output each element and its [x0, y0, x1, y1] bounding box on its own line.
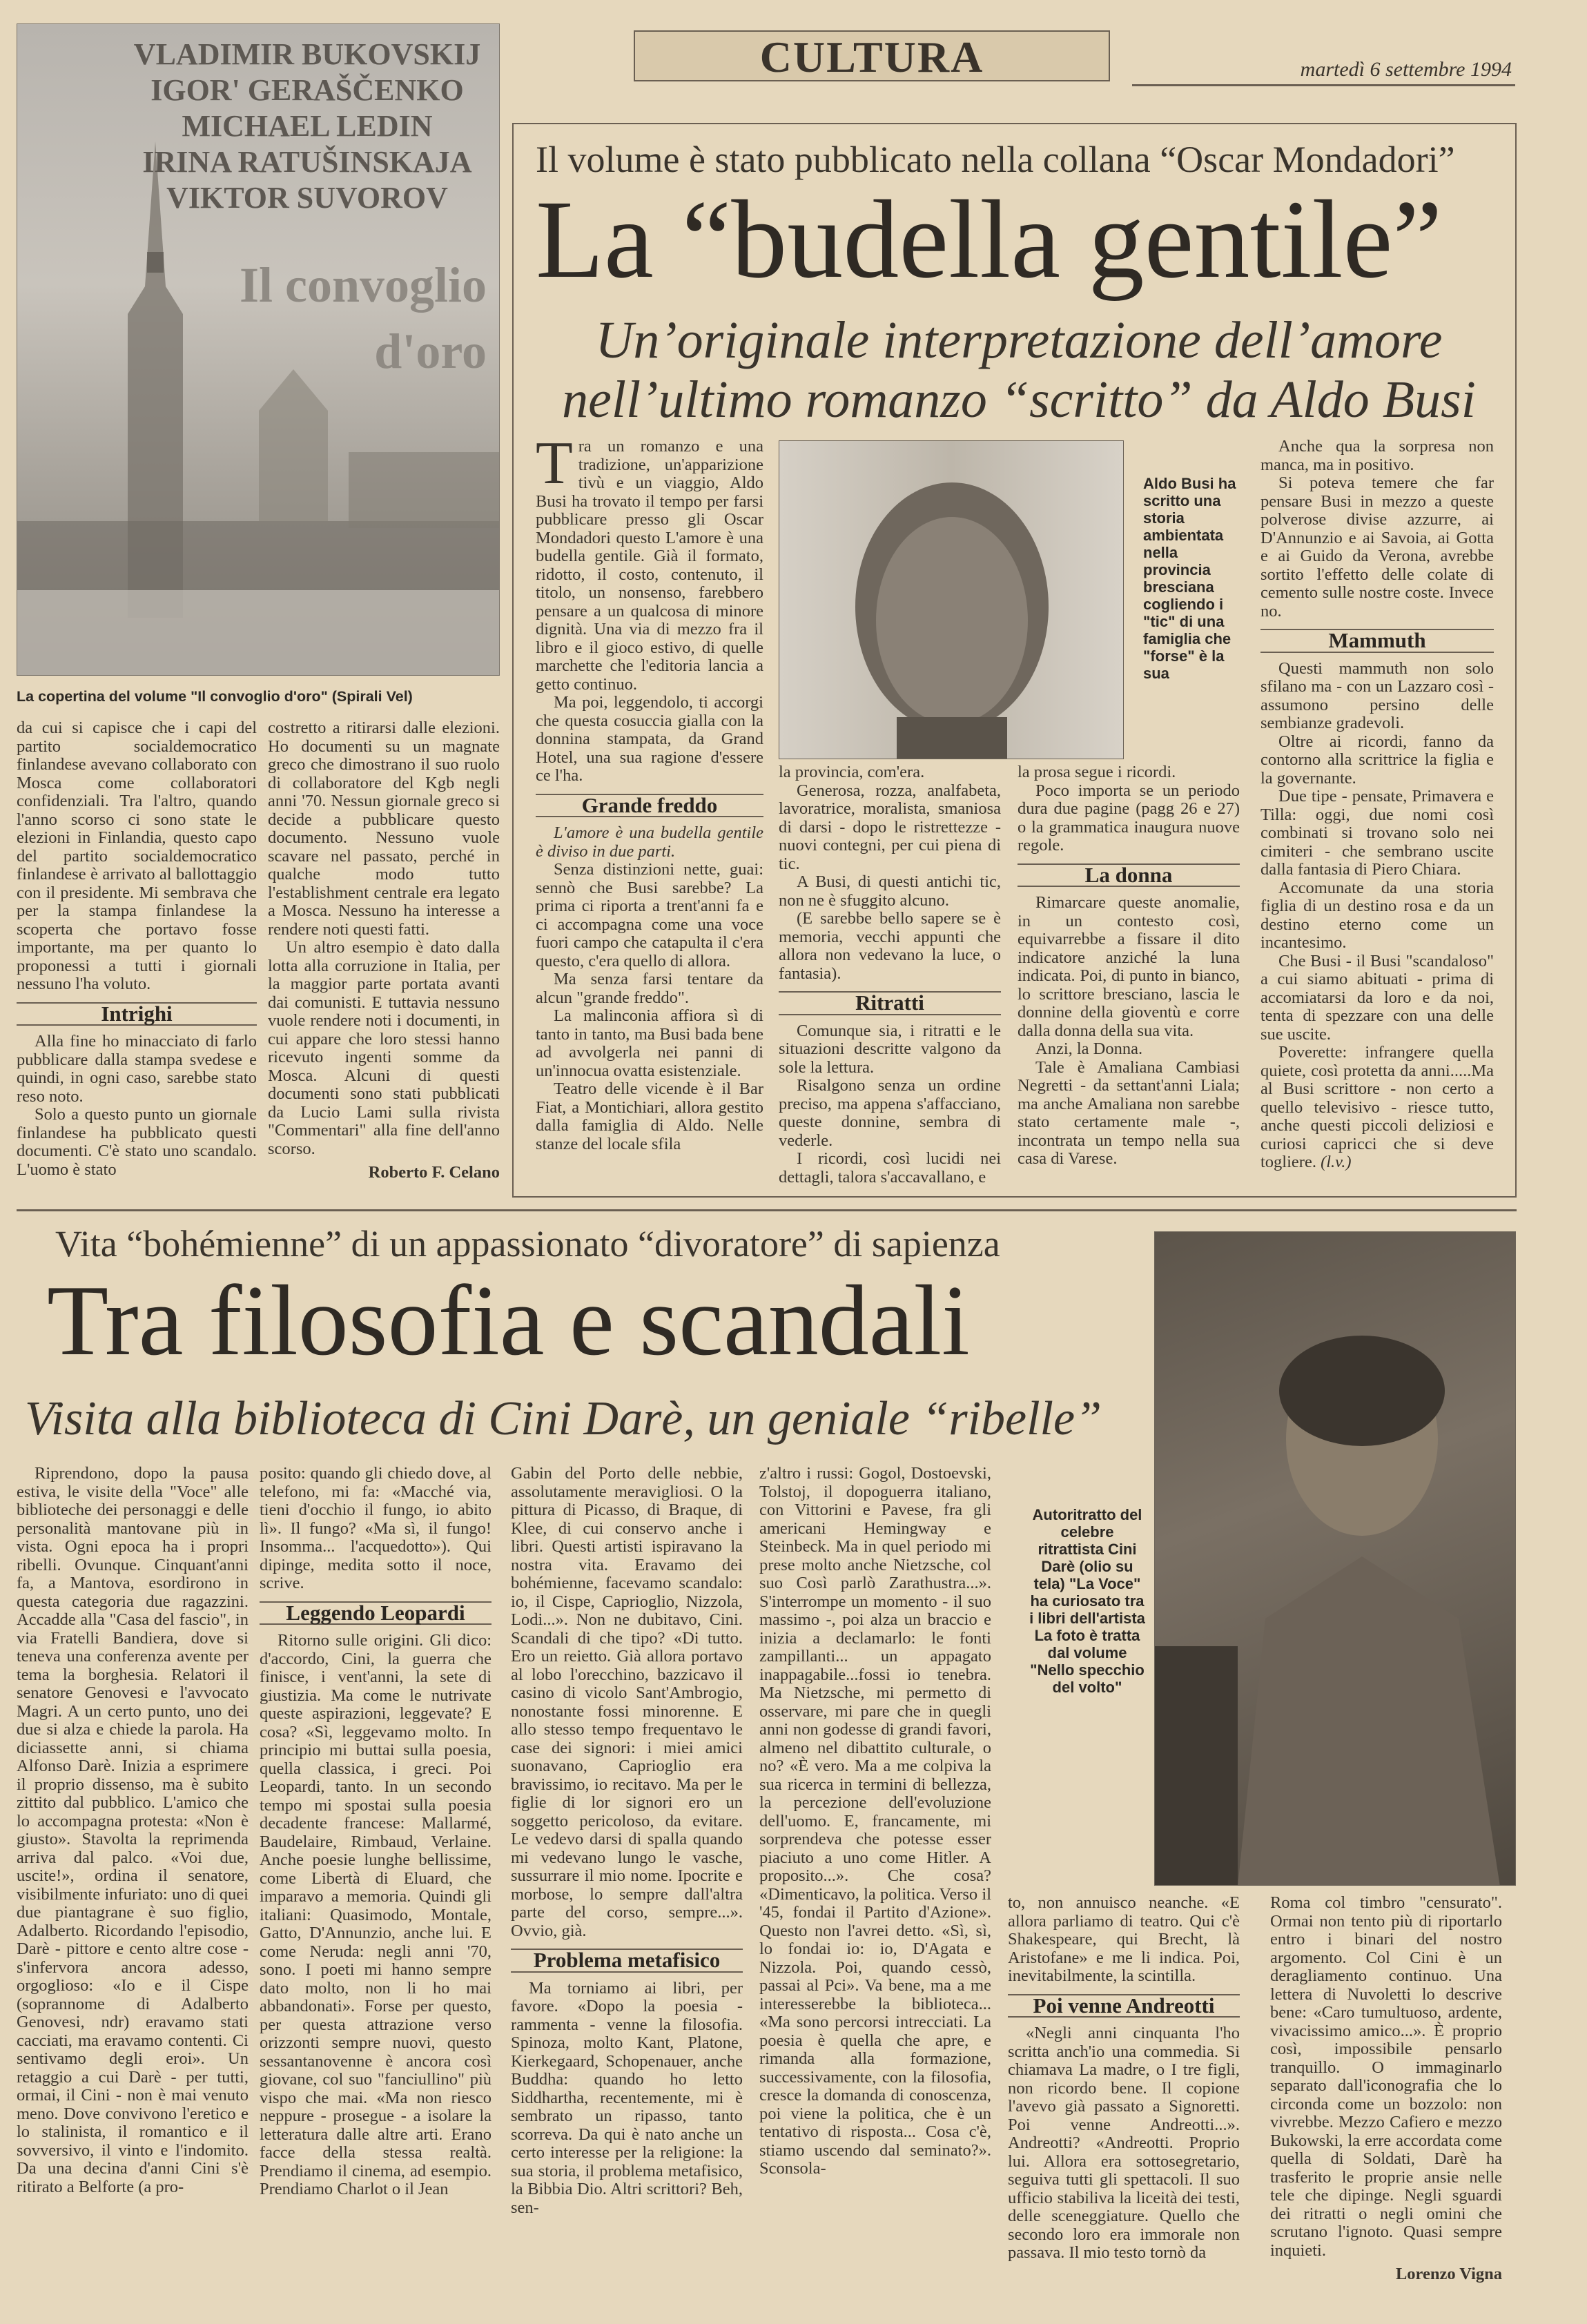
bottom-subhead: Visita alla biblioteca di Cini Darè, un geniale “ribelle” [25, 1392, 1102, 1445]
paragraph [536, 430, 763, 694]
cover-author: MICHAEL LEDIN [182, 109, 433, 143]
paragraph: Due tipe - pensate, Primavera e Tilla: oggi, due nomi così combinati si trovano solo nei cimiteri - che sembrano uscite dalla fantasia di Piero Chiara. [1260, 787, 1494, 879]
subheading-problema-metafisico: Problema metafisico [511, 1949, 743, 1973]
book-cover-image [17, 23, 500, 676]
cini-dare-photo-caption: Autoritratto del celebre ritrattista Cini Darè (olio su tela) "La Voce" ha curiosato tra i libri dell'artista La foto è tratta dal volume "Nello specchio del volto" [1029, 1506, 1145, 1696]
paragraph: da cui si capisce che i capi del partito socialdemocratico finlandese avevano collaborato con Mosca come collaboratori confidenziali. Tra l'altro, quando l'anno scorso ci sono state le elezioni in Finlandia, questo capo del partito socialdemocratico finlandese è arrivato al ballottaggio con il presidente. Mi sembrava che per la stampa finlandese la scoperta che portavo fosse importante, ma per quanto lo proponessi a tutti i giornali nessuno l'ha voluto. [17, 719, 257, 993]
top-subhead [536, 311, 1502, 429]
paragraph: La malinconia affiora sì di tanto in tanto, ma Busi bada bene ad avvolgerla nei panni di un'innocua ovatta esistenziale. [536, 1006, 763, 1080]
top-article-column-3 [1018, 763, 1240, 1169]
paragraph: Ma poi, leggendolo, ti accorgi che questa cosuccia gialla con la donnina stampata, da Grand Hotel, una sua ragione d'essere ce l'ha. [536, 693, 763, 785]
subheading-intrighi: Intrighi [17, 1002, 257, 1026]
top-headline: La “budella gentile” [536, 178, 1443, 302]
paragraph: A Busi, di questi antichi tic, non ne è sfuggito alcuno. [779, 872, 1001, 910]
cover-author: VIKTOR SUVOROV [166, 181, 448, 215]
cover-authors [121, 37, 494, 216]
paragraph: la provincia, com'era. [779, 763, 925, 781]
bottom-article-column-3 [511, 1465, 743, 2217]
header-rule [1132, 84, 1515, 86]
top-subhead-line: Un’originale interpretazione dell’amore [595, 311, 1443, 369]
paragraph: Ma torniamo ai libri, per favore. «Dopo la poesia - rammenta - venne la filosofia. Spinoza, molto Kant, Platone, Kierkegaard, Schopenauer, anche Buddha: quando ho letto Siddhartha, recentemente, mi è sembrato un ripasso, tanto scorreva. Da qui è nato anche un certo interesse per la religione: la sua storia, il problema metafisico, la Bibbia Dio. Altri scrittori? Beh, sen- [511, 1978, 743, 2217]
section-title: CULTURA [759, 32, 984, 81]
drop-cap: T [536, 430, 573, 497]
book-cover-caption: La copertina del volume "Il convoglio d'oro" (Spirali Vel) [17, 688, 413, 705]
cover-title-line: Il convoglio [239, 257, 487, 313]
paragraph: Comunque sia, i ritratti e le situazioni descritte valgono da sole la lettura. [779, 1021, 1001, 1077]
byline: Roberto F. Celano [368, 1163, 500, 1182]
paragraph-text: Poverette: infrangere quella quiete, così protetta da anni.....Ma al Busi scrittore - non certo a quello televisivo - riesce tutto, anche questi piccoli deliziosi e curiosi capricci che si deve togliere. [1260, 1043, 1494, 1171]
cini-dare-self-portrait [1154, 1231, 1516, 1886]
subheading-la-donna: La donna [1018, 863, 1240, 888]
page-date: martedì 6 settembre 1994 [1300, 58, 1512, 81]
paragraph: Teatro delle vicende è il Bar Fiat, a Montichiari, allora gestito dalla famiglia di Aldo. Nelle stanze del locale sfila [536, 1080, 763, 1153]
bottom-article-rule [17, 1209, 1517, 1211]
paragraph: Anche qua la sorpresa non manca, ma in positivo. [1260, 437, 1494, 474]
paragraph: Risalgono senza un ordine preciso, ma appena s'affacciano, queste donnine, sembra di vederle. [779, 1076, 1001, 1150]
paragraph: «Negli anni cinquanta l'ho scritta anch'io una commedia. Si chiamava La madre, o I tre figli, non ricordo bene. Il copione l'avevo già passato a Signoretti. Poi venne Andreotti...». Andreotti? «Andreotti. Proprio lui. Allora era sottosegretario, seguiva tutti gli spettacoli. Il suo ufficio stabiliva la liceità dei testi, delle sceneggiature. Quello che secondo loro era immorale non passava. Il mio testo tornò da [1008, 2024, 1240, 2262]
paragraph: Ma senza farsi tentare da alcun "grande freddo". [536, 970, 763, 1007]
portrait-illustration [779, 441, 1124, 759]
paragraph: Senza distinzioni nette, guai: sennò che Busi sarebbe? La prima ci riporta a trent'anni fa e ci accompagna come una voce fuori campo che catapulta il c'era questo, c'era quello di allora. [536, 860, 763, 970]
cover-author: VLADIMIR BUKOVSKIJ [133, 37, 481, 71]
paragraph: Generosa, rozza, analfabeta, lavoratrice, moralista, smaniosa di darsi - dopo le ristrettezze - nuovi contegni, per cui piena di tic. [779, 781, 1001, 873]
aldo-busi-photo [779, 440, 1124, 759]
paragraph: Rimarcare queste anomalie, in un contesto così, equivarrebbe a fissare il dito indicatore anziché la luna indicata. Poi, di punto in bianco, lo scrittore bresciano, lascia le donnine della gioventù e corre dalla donna della sua vita. [1018, 893, 1240, 1040]
aldo-busi-photo-caption: Aldo Busi ha scritto una storia ambientata nella provincia bresciana cogliendo i "tic" di una famiglia che "forse" è la sua [1143, 475, 1236, 682]
top-article-column-1 [536, 430, 763, 1153]
bottom-article-column-6 [1270, 1894, 1502, 2284]
top-article-column-4 [1260, 438, 1494, 1172]
left-article-column-2 [268, 719, 500, 1182]
paragraph [1260, 1044, 1494, 1172]
paragraph: Anzi, la Donna. [1035, 1039, 1143, 1058]
paragraph: I ricordi, così lucidi nei dettagli, talora s'accavallano, e [779, 1149, 1001, 1187]
paragraph: Si poteva temere che far pensare Busi in mezzo a queste polverose divise azzurre, ai D'Annunzio e ai Savoia, ai Gotta e ai Guido da Verona, avrebbe sortito l'effetto delle colate di cemento sulle nostre coste. Invece no. [1260, 473, 1494, 621]
paragraph: z'altro i russi: Gogol, Dostoevski, Tolstoj, il dopoguerra italiano, con Vittorini e Pavese, fra gli americani Hemingway e Steinbeck. Ma in quel periodo mi prese molto anche Nietzsche, col suo Così parlò Zarathustra...». S'interrompe un momento - il suo massimo -, poi alza un braccio e inizia a declamarlo: le fonti zampillanti... un appagato inappagabile...fossi io tenebra. Ma Nietzsche, mi permetto di osservare, mi pare che in quegli anni non godesse di grandi favori, almeno nel dibattito culturale, o no? «È vero. Ma a me colpiva la sua ricerca in termini di bellezza, la percezione dell'evoluzione dell'uomo. E, francamente, mi sorprendeva che potesse esser piaciuto a uno come Hitler. A proposito...». Che cosa? «Dimenticavo, la politica. Verso il '45, fondai il Partito d'Azione». Questo non l'avrei detto. «Sì, sì, lo fondai io: io, D'Agata e Nizzola. Poi, quando cessò, passai al Pci». Va bene, ma a me interesserebbe la biblioteca... «Ma sono percorsi intrecciati. La poesia è quella che apre, e rimanda alla formazione, successivamente, con la filosofia, cresce la domanda di conoscenza, poi viene la politica, che è un tentativo di risposta... Cosa c'è, stiamo uscendo dal seminato?». Sconsola- [759, 1464, 991, 2178]
paragraph: Riprendono, dopo la pausa estiva, le visite della "Voce" alle biblioteche dei personaggi e delle personalità mantovane più in vista. Ogni epoca ha i propri ribelli. Ovunque. Cinquant'anni fa, a Mantova, esordirono in questa categoria due ragazzini. Accadde alla "Casa del fascio", in via Fratelli Bandiera, dove si teneva una conferenza avente per tema la borghesia. Relatori il senatore Genovesi e l'avvocato Magri. A un certo punto, uno dei due si alza e chiede la parola. Ha diciassette anni, si chiama Alfonso Darè. Inizia a esprimere il proprio dissenso, ma è subito zittito dal pubblico. L'amico che lo accompagna protesta: «Non è giusto». Stavolta la reprimenda arriva dal palco. «Voi due, uscite!», ordina il senatore, visibilmente infuriato: uno di quei due piantagrane è suo figlio, Adalberto. Ricordando l'episodio, Darè - pittore e cento altre cose - s'infervora ancora adesso, orgoglioso: «Io e il Cispe (soprannome di Adalberto Genovesi, ndr) eravamo stati cacciati, ma eravamo contenti. Ci sentivamo degli eroi». Un retaggio a cui Darè - per tutti, ormai, il Cini - non è mai venuto meno. Dove convivono l'eretico e lo stalinista, il romantico e il sovversivo, il vinto e l'indomito. Da una decina d'anni Cini s'è ritirato a Belforte (a pro- [17, 1464, 249, 2196]
subheading-grande-freddo: Grande freddo [536, 794, 763, 818]
paragraph: costretto a ritirarsi dalle elezioni. Ho documenti su un magnate greco che dimostrano il suo ruolo di collaboratore del Kgb negli anni '70. Nessun giornale greco si decide a pubblicare questo documento. Nessuno vuole scavare nel passato, perché in qualche modo tutto l'establishment centrale era legato a Mosca. Nessuno ha interesse a rendere noti questi fatti. [268, 719, 500, 939]
paragraph: Gabin del Porto delle nebbie, assolutamente meravigliosi. O la pittura di Picasso, di Braque, di Klee, di cui conservo anche i libri. Questi artisti ispiravano la nostra vita. Eravamo dei bohémienne, facevamo scandalo: io, il Cispe, Caprioglio, Nizzola, Lodi...». Non ne dubitavo, Cini. Scandali di che tipo? «Di tutto. Ero un reietto. Già allora portavo al lobo l'orecchino, bazzicavo il casino di vicolo Sant'Ambrogio, nonostante fossi minorenne. E allo stesso tempo frequentavo le case dei signori: i miei amici suonavano, Caprioglio era bravissimo, io recitavo. Ma per le figlie di lor signori ero un soggetto pericoloso, da evitare. Le vedevo darsi di spalla quando mi vedevano lungo le vasche, sussurrare il mio nome. Ipocrite e morbose, lo sempre dall'altra parte del corso, sempre...». Ovvio, già. [511, 1464, 743, 1940]
top-article-column-2 [779, 763, 1001, 1187]
paragraph: la prosa segue i ricordi. [1018, 763, 1176, 781]
paragraph: L'amore è una budella gentile è diviso in due parti. [536, 823, 763, 861]
paragraph: Roma col timbro "censurato". Ormai non tento più di riportarlo entro i binari del nostro argomento. Col Cini è un deragliamento continuo. Una lettera di Nuvoletti lo descrive bene: «Caro tumultuoso, ardente, vivacissimo amico...». È proprio così, impossibile pensarlo tranquillo. O immaginarlo separato dall'iconografia che lo circonda come un bozzolo: non vivrebbe. Mezzo Cafiero e mezzo Bukowski, la erre accordata come quella di Soldati, Darè ha trasferito le proprie ansie nelle tele che dipinge. Negli sguardi dei ritratti o negli omini che scrutano l'ignoto. Quasi sempre inquieti. [1270, 1893, 1502, 2260]
bottom-headline: Tra filosofia e scandali [47, 1264, 970, 1376]
cover-title-line: d'oro [374, 324, 487, 379]
top-subhead-line: nell’ultimo romanzo “scritto” da Aldo Busi [562, 371, 1476, 429]
paragraph: Un altro esempio è dato dalla lotta alla corruzione in Italia, per la maggior parte portata avanti dai comunisti. E tuttavia nessuno vuole rendere noti i documenti, in cui appare che loro stessi hanno ricevuto ingenti somme da Mosca. Alcuni di questi documenti sono stati pubblicati da Lucio Lami sulla rivista "Commentari" alla fine dell'anno scorso. [268, 938, 500, 1158]
paragraph: posito: quando gli chiedo dove, al telefono, mi fa: «Macché via, tieni d'occhio il fungo, io abito lì». Il fungo? «Ma sì, il fungo! Insomma... l'acquedotto»). Qui dipinge, medita sotto il noce, scrive. [260, 1464, 491, 1592]
bottom-article-column-5 [1008, 1894, 1240, 2263]
paragraph: Che Busi - il Busi "scandaloso" a cui siamo abituati - prima di accomiatarsi da loro e da noi, tenta di spezzare con una delle sue uscite. [1260, 951, 1494, 1044]
paragraph: Solo a questo punto un giornale finlandese ha pubblicato questi documenti. C'è stato uno scandalo. L'uomo è stato [17, 1105, 257, 1179]
painting-illustration [1155, 1232, 1516, 1886]
paragraph-text: ra un romanzo e una tradizione, un'apparizione tivù e un viaggio, Aldo Busi ha trovato il tempo per farsi pubblicare presso gli Oscar Mondadori questo L'amore è una budella gentile. Già il formato, ridotto, il costo, contenuto, il titolo, un nonsenso, farebbero pensare a un qualcosa di minore dignità. Una via di mezzo fra il libro e il gioco estivo, di quelle marchette che l'editoria lancia a getto continuo. [536, 437, 763, 694]
left-article-column-1 [17, 719, 257, 1179]
paragraph: Ritorno sulle origini. Gli dico: d'accordo, Cini, la guerra che finisce, i vent'anni, la sete di giustizia. Ma come le nutrivate queste aspirazioni, leggevate? E cosa? «Sì, leggevamo molto. In principio mi buttai sulla poesia, quella classica, i greci. Poi Leopardi, tanto. In un secondo tempo mi spostai sulla poesia decadente francese: Mallarmé, Baudelaire, Rimbaud, Verlaine. Anche poesie lunghe bellissime, come Libertà di Eluard, che imparavo a memoria. Quindi gli italiani: Quasimodo, Montale, Gatto, D'Annunzio, anche lui. E come Neruda: negli anni '70, sono. I poeti mi hanno sempre dato molto, non li ho mai abbandonati». Forse per questo, per questa attrazione verso orizzonti sempre nuovi, questo sessantanovenne è ancora così giovane, col suo "fanciullino" più vispo che mai. «Ma non riesco neppure - prosegue - a isolare la letteratura dalle altre arti. Erano facce della stessa realtà. Prendiamo il cinema, ad esempio. Prendiamo Charlot o il Jean [260, 1631, 491, 2198]
paragraph: (E sarebbe bello sapere se è memoria, vecchi appunti che allora non vedevano la luce, o fantasia). [779, 909, 1001, 983]
paragraph: Oltre ai ricordi, fanno da contorno alla scrittrice la figlia e la governante. [1260, 732, 1494, 788]
cover-title [190, 252, 487, 384]
paragraph: to, non annuisco neanche. «E allora parliamo di teatro. Qui c'è Shakespeare, qui Brecht, là Aristofane» e me li indica. Poi, inevitabilmente, la scintilla. [1008, 1893, 1240, 1985]
paragraph: Questi mammuth non solo sfilano ma - con un Lazzaro così - assumono persino delle sembianze gradevoli. [1260, 658, 1494, 732]
cover-author: IGOR' GERAŠČENKO [150, 73, 464, 107]
cover-author: IRINA RATUŠINSKAJA [142, 145, 472, 179]
section-banner [634, 30, 1110, 81]
paragraph: Accomunate da una storia figlia di un destino rosa e da un destino eterno come un incantesimo. [1260, 878, 1494, 952]
paragraph: Alla fine ho minacciato di farlo pubblicare dalla stampa svedese e quindi, in ogni caso, sarebbe stato reso noto. [17, 1032, 257, 1106]
bottom-article-column-1 [17, 1465, 249, 2196]
bottom-article-column-2 [260, 1465, 491, 2199]
paragraph: Tale è Amaliana Cambiasi Negretti - da settant'anni Liala; ma anche Amaliana non sarebbe stato certamente male -, incontrata un tempo nella sua casa di Varese. [1018, 1057, 1240, 1168]
subheading-mammuth: Mammuth [1260, 629, 1494, 653]
subheading-leggendo-leopardi: Leggendo Leopardi [260, 1601, 491, 1625]
subheading-ritratti: Ritratti [779, 991, 1001, 1015]
bottom-article-column-4 [759, 1465, 991, 2178]
paragraph: Poco importa se un periodo dura due pagine (pagg 26 e 27) o la grammatica inaugura nuove regole. [1018, 781, 1240, 855]
subheading-poi-venne-andreotti: Poi venne Andreotti [1008, 1994, 1240, 2018]
signature: (l.v.) [1321, 1153, 1352, 1171]
byline: Lorenzo Vigna [1395, 2265, 1502, 2283]
bottom-kicker: Vita “bohémienne” di un appassionato “divoratore” di sapienza [55, 1223, 1000, 1264]
top-kicker: Il volume è stato pubblicato nella collana “Oscar Mondadori” [536, 139, 1455, 180]
